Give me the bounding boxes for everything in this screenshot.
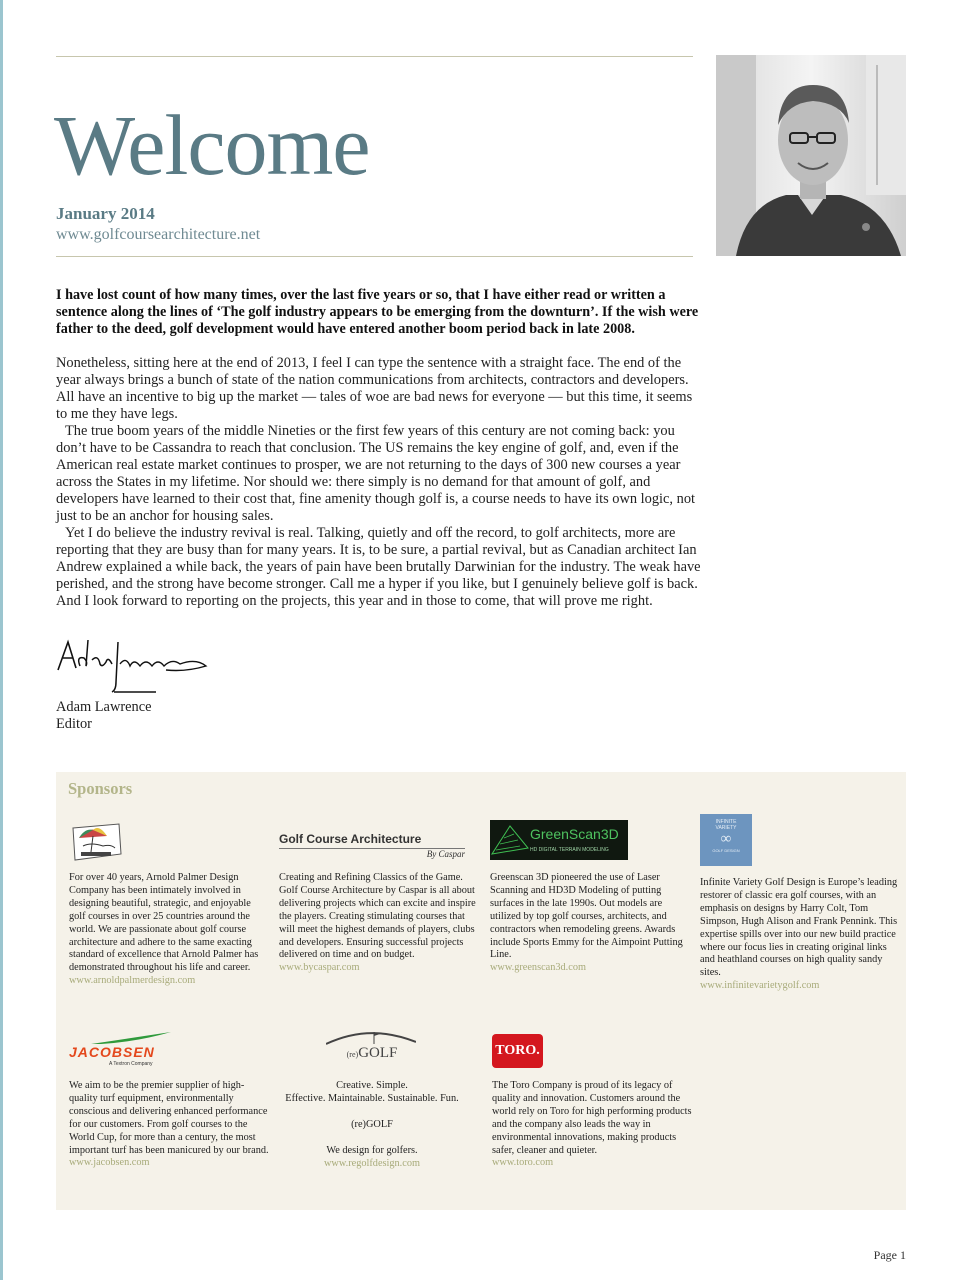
caspar-logo[interactable] [279,820,479,872]
sponsor-link[interactable]: www.jacobsen.com [69,1157,150,1169]
editor-portrait-photo [716,55,906,256]
sponsor-jacobsen [69,1030,269,1170]
infinite-variety-logo-text: INFINITE VARIETY [715,819,737,831]
jacobsen-logo-text: JACOBSEN [69,1044,155,1060]
greenscan3d-logo-sub: HD DIGITAL TERRAIN MODELING [530,847,609,853]
jacobsen-logo-sub: A Textron Company [109,1061,153,1067]
sponsor-regolf [272,1028,472,1171]
header-bottom-rule [56,256,693,257]
sponsor-link[interactable]: www.arnoldpalmerdesign.com [69,975,196,987]
sponsors-panel [56,772,906,1210]
regolf-logo-prefix: (re) [346,1050,359,1059]
sponsor-toro [492,1032,692,1170]
regolf-logo[interactable] [272,1028,472,1080]
page-edge-bar [0,0,3,1280]
sponsor-description: We aim to be the premier supplier of high-quality turf equipment, environmentally conscious and delivering enhanced performance for our customers. From golf courses to the World Cup, for more than a century, the most important turf has been manicured by our brand. [69,1080,269,1156]
sponsor-link[interactable]: www.infinitevarietygolf.com [700,980,820,992]
toro-logo-text: TORO. [492,1034,543,1068]
sponsor-link[interactable]: www.toro.com [492,1157,554,1169]
swoosh-icon [91,1032,171,1044]
body-paragraph: Nonetheless, sitting here at the end of 2013, I feel I can type the sentence with a straight face. The end of the year always brings a bunch of state of the nation communications from architects, contractors and developers. All have an incentive to big up the market — tales of woe are bad news for everyone — but this time, it seems to me they have legs. [56,355,693,422]
regolf-tagline-1: Creative. Simple. [336,1080,408,1091]
sponsor-infinite-variety [700,814,900,993]
editor-signature [56,636,216,698]
website-link[interactable]: www.golfcoursearchitecture.net [56,226,261,243]
arnold-palmer-logo[interactable] [69,820,269,872]
article-body [56,355,706,610]
terrain-grid-icon [490,820,530,860]
regolf-tagline-2: Effective. Maintainable. Sustainable. Fun. [285,1092,459,1104]
page-title: Welcome [54,97,370,193]
sponsor-caspar [279,820,479,975]
sponsor-link[interactable]: www.greenscan3d.com [490,962,586,974]
greenscan3d-logo-text: GreenScan3D [530,826,619,842]
issue-date: January 2014 [56,204,155,223]
regolf-logo-text: GOLF [358,1045,398,1061]
body-paragraph: Yet I do believe the industry revival is real. Talking, quietly and off the record, to golf architects, more are reporting that they are busy than for many years. It is, to be sure, a partial revival, but as Canadian architect Ian Andrew explained a while back, the years of pain have been brutally Darwinian for the industry. The weak have perished, and the strong have become stronger. Call me a hyper if you like, but I genuinely believe golf is back. And I look forward to reporting on the projects, this year and in those to come, that will prove me right. [56,525,701,609]
sponsor-greenscan3d [490,820,690,975]
jacobsen-logo[interactable] [69,1030,269,1080]
sponsor-description: Creating and Refining Classics of the Game. Golf Course Architecture by Caspar is all about delivering projects which can excite and inspire the players. Creating stimulating courses that will meet the highest demands of players, clubs and developers. Ensuring successful projects delivered on time and on budget. [279,872,476,961]
toro-logo[interactable] [492,1032,692,1080]
sponsors-heading: Sponsors [68,779,133,798]
editor-role: Editor [56,716,92,732]
infinite-variety-logo[interactable] [700,814,900,877]
page-number: Page 1 [873,1248,906,1262]
intro-paragraph: I have lost count of how many times, over the last five years or so, that I have either read or written a sentence along the lines of ‘The golf industry appears to be emerging from the downturn’. If the wish were father to the deed, golf development would have entered another boom period back in late 2008. [56,287,699,337]
top-rule [56,56,693,57]
sponsor-description: The Toro Company is proud of its legacy of quality and innovation. Customers around the world rely on Toro for high performing products and the company also leads the way in environmental innovations, making products safer, cleaner and quieter. [492,1080,692,1156]
regolf-tagline-3: We design for golfers. [326,1144,418,1156]
umbrella-icon [69,820,125,864]
infinite-variety-logo-sub: GOLF DESIGN [712,848,740,853]
editor-name: Adam Lawrence [56,699,152,715]
sponsor-link[interactable]: www.bycaspar.com [279,962,360,974]
sponsor-link[interactable]: www.regolfdesign.com [324,1157,420,1169]
sponsor-arnold-palmer [69,820,269,988]
sponsor-description: Greenscan 3D pioneered the use of Laser Scanning and HD3D Modeling of putting surfaces in the late 1990s. Out models are utilized by top golf courses, architects, and contractors when remodeling greens. Awards include Sports Emmy for the Aimpoint Putting Line. [490,872,683,961]
caspar-logo-sub: By Caspar [426,849,465,859]
sponsor-description: For over 40 years, Arnold Palmer Design Company has been intimately involved in designing beautiful, strategic, and enjoyable golf courses in over 25 countries around the world. We are passionate about golf course architecture and adhere to the same exacting standard of excellence that Arnold Palmer has demonstrated throughout his life and career. [69,872,259,974]
regolf-brand-name: (re)GOLF [351,1118,393,1130]
infinity-icon: ∞ [720,831,732,847]
sponsor-description: Infinite Variety Golf Design is Europe’s leading restorer of classic era golf courses, with an emphasis on designs by Harry Colt, Tom Simpson, Hugh Alison and Frank Pennink. This expertise spills over into our new build practice where our focus lies in creating original links and heathland courses on high quality sandy sites. [700,877,898,979]
greenscan3d-logo[interactable] [490,820,690,872]
body-paragraph: The true boom years of the middle Nineties or the first few years of this century are not coming back: you don’t have to be Cassandra to reach that conclusion. The US remains the key engine of golf, and, even if the American real estate market continues to prosper, we are not returning to the days of 300 new courses a year across the States in my lifetime. Nor should we: there simply is no demand for that amount of golf, and developers have learned to their cost that, fine amenity though golf is, a course needs to have its own logic, not just to be an anchor for housing sales. [56,423,696,524]
caspar-logo-text: Golf Course Architecture [279,832,422,846]
